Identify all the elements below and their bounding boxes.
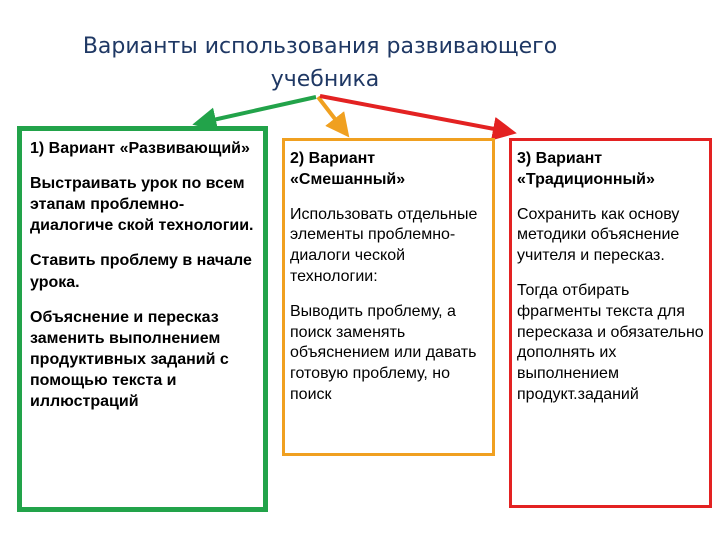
variant-paragraph: Тогда отбирать фрагменты текста для пересказа и обязательно дополнять их выполнением продукт.заданий bbox=[517, 281, 704, 403]
variant-paragraph: Ставить проблему в начале урока. bbox=[30, 252, 252, 291]
title-line-1: Варианты использования развивающего bbox=[82, 34, 558, 59]
title-line-2: учебника bbox=[270, 67, 380, 92]
arrow-green bbox=[204, 97, 316, 122]
variant-heading: 1) Вариант «Развивающий» bbox=[30, 140, 250, 157]
arrow-orange bbox=[318, 97, 342, 128]
variant-paragraph: Выводить проблему, а поиск заменять объяснением или давать готовую проблему, но поиск bbox=[290, 302, 477, 403]
arrow-red bbox=[320, 96, 505, 131]
variant-box-developing bbox=[17, 126, 268, 512]
variant-heading: 3) Вариант «Традиционный» bbox=[517, 150, 655, 188]
variant-box-traditional bbox=[509, 138, 712, 508]
variant-paragraph: Выстраивать урок по всем этапам проблемно-диалогиче ской технологии. bbox=[30, 175, 254, 235]
variant-heading: 2) Вариант «Смешанный» bbox=[290, 150, 406, 188]
variant-paragraph: Сохранить как основу методики объяснение учителя и пересказ. bbox=[517, 205, 680, 265]
variant-paragraph: Объяснение и пересказ заменить выполнением продуктивных заданий с помощью текста и иллюстраций bbox=[30, 308, 229, 411]
variant-box-mixed bbox=[282, 138, 495, 456]
variant-paragraph: Использовать отдельные элементы проблемно-диалоги ческой технологии: bbox=[290, 205, 478, 285]
